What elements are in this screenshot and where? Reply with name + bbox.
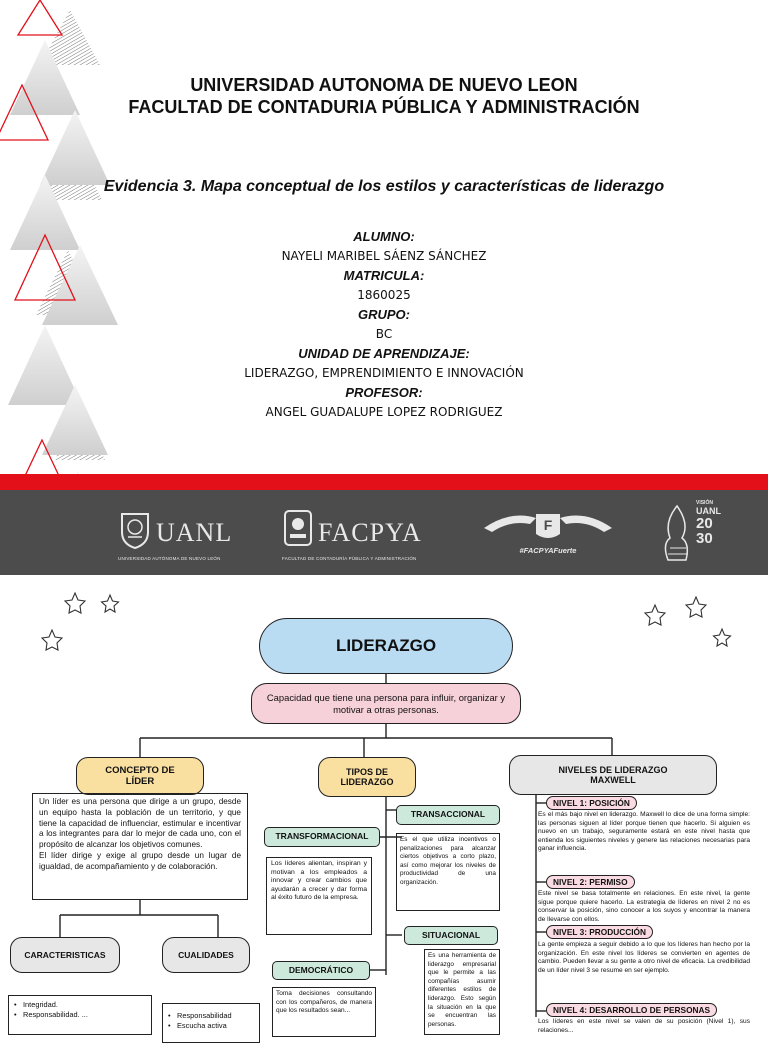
field-value: BC — [375, 326, 393, 341]
nivel-2-tag: NIVEL 2: PERMISO — [546, 875, 635, 889]
nivel-2-text: Este nivel se basa totalmente en relaciones. En este nivel, la gente sigue porque quiere hacerlo. La estrategia de líderes en nivel 2 no es conservar la posición, sino conocer a los suyos y encontrar la manera de llevarse con ellos. — [538, 890, 750, 923]
field-label: GRUPO: — [358, 307, 410, 322]
niveles-header: NIVELES DE LIDERAZGO MAXWELL — [509, 755, 717, 795]
nivel-1-tag: NIVEL 1: POSICIÓN — [546, 796, 637, 810]
logo-band — [0, 490, 768, 575]
field-value: 1860025 — [357, 287, 411, 302]
nivel-4-tag: NIVEL 4: DESARROLLO DE PERSONAS — [546, 1003, 717, 1017]
tipos-header: TIPOS DE LIDERAZGO — [318, 757, 416, 797]
star-icon — [714, 629, 731, 646]
facpya-name: FACPYA — [318, 518, 422, 547]
student-info — [0, 227, 768, 422]
vision-uanl: UANL — [696, 506, 721, 516]
red-outline-triangle — [18, 0, 62, 35]
svg-text:F: F — [543, 517, 553, 533]
star-icon — [42, 630, 62, 650]
vision-2030-logo — [660, 500, 730, 568]
concept-map — [0, 575, 768, 1034]
concepto-header: CONCEPTO DE LÍDER — [76, 757, 204, 795]
star-icon — [102, 595, 119, 612]
cualidades-header: CUALIDADES — [162, 937, 250, 973]
list-item: • Responsabilidad — [167, 1011, 255, 1021]
concepto-text-box — [32, 793, 248, 900]
cualidades-list — [162, 1003, 260, 1043]
situacional-tag: SITUACIONAL — [404, 926, 498, 945]
transaccional-tag: TRANSACCIONAL — [396, 805, 500, 825]
nivel-1-text: Es el más bajo nivel en liderazgo. Maxwell lo dice de una forma simple: las personas siguen al líder porque tienen que hacerlo. Si alguien es nuevo en un trabajo, seguramente estará en este nivel hasta que entienda los siguientes niveles y genere las relaciones necesarias para ganar influencia. — [538, 811, 750, 853]
facpya-fuerte-logo — [480, 508, 616, 558]
nivel-3-tag: NIVEL 3: PRODUCCIÓN — [546, 925, 653, 939]
institution-header — [0, 74, 768, 118]
grey-triangle — [40, 110, 110, 185]
democratico-text: Toma decisiones consultando con los compañeros, de manera que los resultados sean... — [272, 987, 376, 1037]
list-item: • Integridad. — [13, 1000, 147, 1010]
facpya-crest-icon — [282, 508, 314, 548]
vision-label: VISIÓN — [696, 500, 713, 506]
map-title: LIDERAZGO — [259, 618, 513, 674]
uanl-crest-icon — [118, 510, 152, 550]
concepto-text-1: Un líder es una persona que dirige a un grupo, desde un equipo hasta la población de un territorio, y que tiene la capacidad de influenciar, estimular e incentivar a los integrantes para dar lo mejor de cada uno, con el propósito de alcanzar los objetivos comunes. — [39, 797, 241, 850]
field-label: MATRICULA: — [343, 268, 425, 283]
field-label: PROFESOR: — [345, 385, 423, 400]
uanl-subtitle: UNIVERSIDAD AUTÓNOMA DE NUEVO LEÓN — [118, 556, 221, 561]
red-band — [0, 474, 768, 490]
star-icon — [645, 605, 665, 625]
field-label: UNIDAD DE APRENDIZAJE: — [298, 346, 470, 361]
caracteristicas-header: CARACTERISTICAS — [10, 937, 120, 973]
flame-icon — [660, 504, 694, 564]
vision-year-bottom: 30 — [696, 530, 713, 547]
field-value: LIDERAZGO, EMPRENDIMIENTO E INNOVACIÓN — [244, 365, 524, 380]
transformacional-text: Los líderes alientan, inspiran y motivan a los empleados a innovar y crear cambios que ayudarán a crecer y dar forma al éxito futuro de la empresa. — [266, 857, 372, 935]
situacional-text: Es una herramienta de liderazgo empresarial que le permite a las compañías asumir diferentes estilos de liderazgo. Esto según la situación en la que se encuentran las personas. — [424, 949, 500, 1035]
democratico-tag: DEMOCRÁTICO — [272, 961, 370, 980]
university-name: UNIVERSIDAD AUTONOMA DE NUEVO LEON — [190, 75, 578, 95]
caracteristicas-list — [8, 995, 152, 1035]
assignment-title: Evidencia 3. Mapa conceptual de los estilos y características de liderazgo — [103, 178, 665, 195]
field-value: NAYELI MARIBEL SÁENZ SÁNCHEZ — [281, 248, 487, 263]
field-label: ALUMNO: — [353, 229, 415, 244]
facpya-subtitle: FACULTAD DE CONTADURÍA PÚBLICA Y ADMINISTRACIÓN — [282, 556, 417, 561]
vision-year-top: 20 — [696, 515, 713, 532]
transformacional-tag: TRANSFORMACIONAL — [264, 827, 380, 847]
star-icon — [65, 593, 85, 613]
wings-icon — [480, 508, 616, 544]
faculty-name: FACULTAD DE CONTADURIA PÚBLICA Y ADMINISTRACIÓN — [128, 97, 640, 117]
uanl-name: UANL — [156, 518, 233, 547]
list-item: • Responsabilidad. ... — [13, 1010, 147, 1020]
transaccional-text: Es el que utiliza incentivos o penalizaciones para alcanzar ciertos objetivos a corto plazo, así como mejorar los niveles de productividad de una organización. — [396, 833, 500, 911]
hashtag-text: #FACPYAFuerte — [519, 546, 577, 555]
star-icon — [686, 597, 706, 617]
nivel-3-text: La gente empieza a seguir debido a lo que los líderes han hecho por la organización. En este nivel los líderes se convierten en agentes de cambio. Pueden llevar a su gente a otro nivel de eficacia. La credibilidad de un líder nivel 3 se resume en ser ejemplo. — [538, 941, 750, 974]
definition-box: Capacidad que tiene una persona para influir, organizar y motivar a otras personas. — [251, 683, 521, 724]
list-item: • Escucha activa — [167, 1021, 255, 1031]
field-value: ANGEL GUADALUPE LOPEZ RODRIGUEZ — [265, 404, 503, 419]
nivel-4-text: Los líderes en este nivel se valen de su posición (Nivel 1), sus relaciones... — [538, 1018, 750, 1034]
concepto-text-2: El líder dirige y exige al grupo desde un lugar de igualdad, de acompañamiento y de colaboración. — [39, 850, 241, 871]
